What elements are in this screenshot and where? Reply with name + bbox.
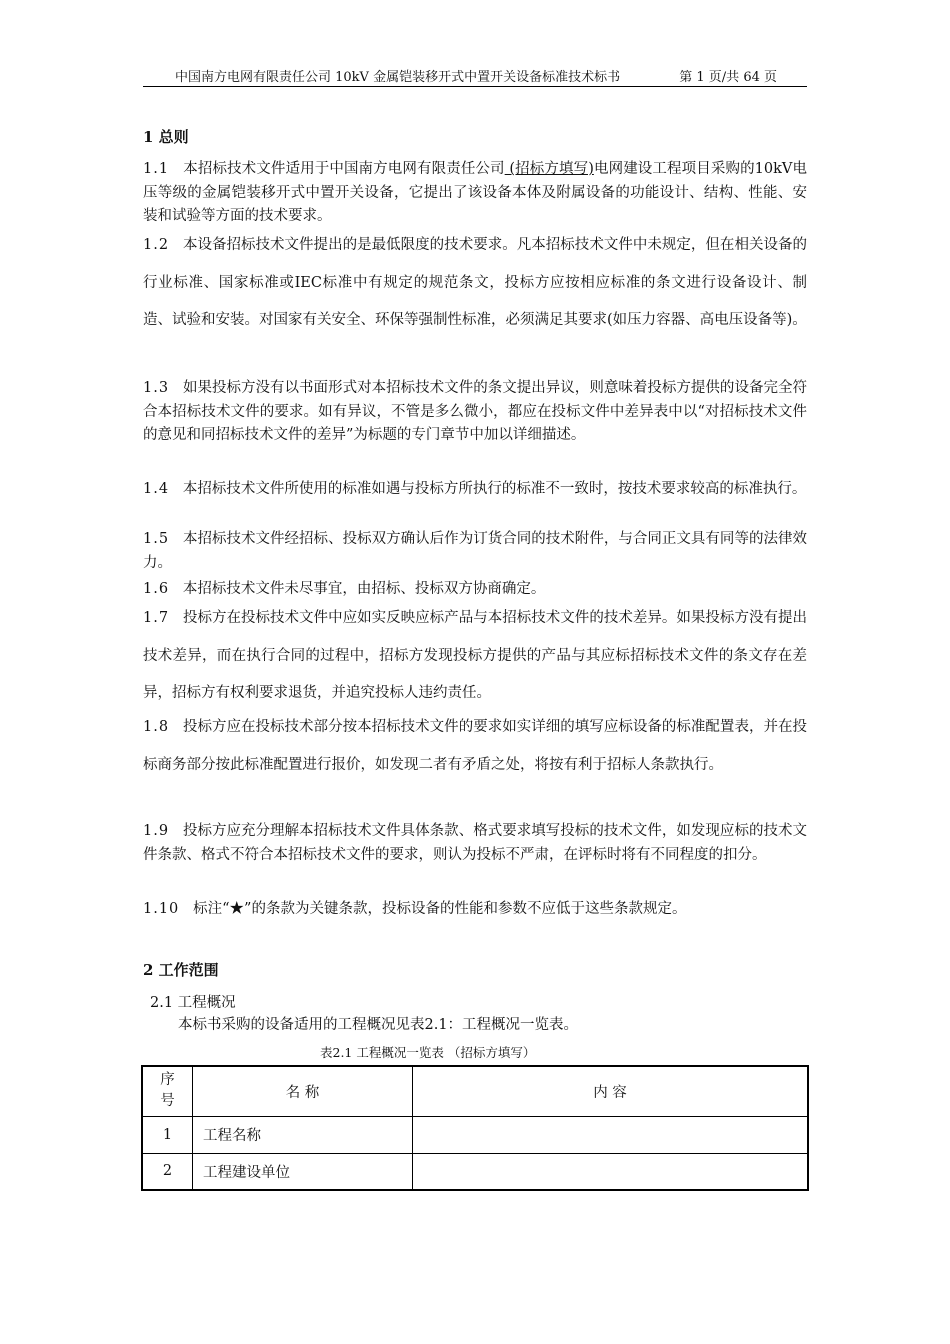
table-row [142,1153,808,1190]
clause-1-1: 1.1 本招标技术文件适用于中国南方电网有限责任公司 (招标方填写)电网建设工程项目采购的10kV电压等级的金属铠装移开式中置开关设备，它提出了该设备本体及附属设备的功能设计、结构、性能、安装和试验等方面的技术要求。 [143,161,807,224]
clause-1-5: 1.5 本招标技术文件经招标、投标双方确认后作为订货合同的技术附件，与合同正文具有同等的法律效力。 [143,531,808,571]
page-number: 第 1 页/共 64 页 [679,70,777,85]
clause-1-3: 1.3 如果投标方没有以书面形式对本招标技术文件的条文提出异议，则意味着投标方提供的设备完全符合本招标技术文件的要求。如有异议，不管是多么微小，都应在投标文件中差异表中以“对招标技术文件的意见和同招标技术文件的差异”为标题的专门章节中加以详细描述。 [143,380,808,443]
clause-1-2: 1.2 本设备招标技术文件提出的是最低限度的技术要求。凡本招标技术文件中未规定，但在相关设备的行业标准、国家标准或IEC标准中有规定的规范条文，投标方应按相应标准的条文进行设备设计、制造、试验和安装。对国家有关安全、环保等强制性标准，必须满足其要求(如压力容器、高电压设备等)。 [143,237,808,328]
document-title: 中国南方电网有限责任公司 10kV 金属铠装移开式中置开关设备标准技术标书 [175,70,621,85]
fill-blank: (招标方填写) [504,161,594,177]
subsection-2-1-intro: 本标书采购的设备适用的工程概况见表2.1：工程概况一览表。 [178,1017,579,1033]
clause-1-8: 1.8 投标方应在投标技术部分按本招标技术文件的要求如实详细的填写应标设备的标准配置表，并在投标商务部分按此标准配置进行报价，如发现二者有矛盾之处，将按有利于招标人条款执行。 [143,719,808,773]
row-content [413,1153,809,1190]
row-content [413,1116,809,1153]
page-header [143,62,807,87]
clause-1-9: 1.9 投标方应充分理解本招标技术文件具体条款、格式要求填写投标的技术文件，如发现应标的技术文件条款、格式不符合本招标技术文件的要求，则认为投标不严肃，在评标时将有不同程度的扣分。 [143,823,808,863]
header-name: 名 称 [193,1066,413,1116]
project-overview-table [141,1065,809,1191]
clause-1-4: 1.4 本招标技术文件所使用的标准如遇与投标方所执行的标准不一致时，按技术要求较高的标准执行。 [143,481,807,497]
section-1-title: 1 总则 [143,128,189,146]
subsection-2-1-title: 2.1 工程概况 [150,995,236,1011]
header-index: 序 号 [142,1066,193,1116]
row-name: 工程名称 [193,1116,413,1153]
table-row [142,1116,808,1153]
clause-1-10: 1.10 标注“★”的条款为关键条款，投标设备的性能和参数不应低于这些条款规定。 [143,901,687,917]
header-content: 内 容 [413,1066,809,1116]
clause-1-7: 1.7 投标方在投标技术文件中应如实反映应标产品与本招标技术文件的技术差异。如果投标方没有提出技术差异，而在执行合同的过程中，招标方发现投标方提供的产品与其应标招标技术文件的条文存在差异，招标方有权利要求退货，并追究投标人违约责任。 [143,610,808,701]
row-index: 2 [142,1153,193,1190]
row-index: 1 [142,1116,193,1153]
row-name: 工程建设单位 [193,1153,413,1190]
section-2-title: 2 工作范围 [143,961,219,979]
table-header-row [142,1066,808,1116]
table-caption: 表2.1 工程概况一览表 （招标方填写） [320,1045,536,1060]
clause-1-6: 1.6 本招标技术文件未尽事宜，由招标、投标双方协商确定。 [143,581,546,597]
